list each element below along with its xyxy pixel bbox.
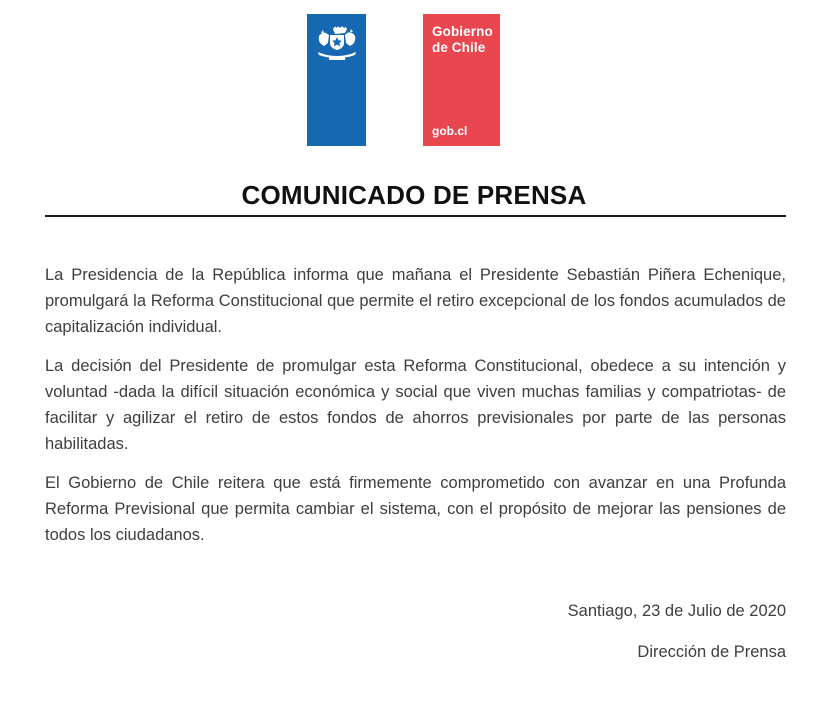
chile-coat-of-arms-icon [315,24,359,62]
gobierno-de-chile-logo [423,14,500,146]
press-release-body [45,262,786,561]
brand-line-1: Gobierno [432,24,493,39]
press-release-paragraph: El Gobierno de Chile reitera que está firmemente comprometido con avanzar en una Profunda Reforma Previsional que permita cambiar el sistema, con el propósito de mejorar las pensiones de todos los ciudadanos. [45,474,786,544]
press-release-footer [45,598,786,665]
brand-line-2: de Chile [432,39,486,55]
press-release-paragraph: La Presidencia de la República informa que mañana el Presidente Sebastián Piñera Echenique, promulgará la Reforma Constitucional que permite el retiro excepcional de los fondos acumulados de capitalización individual. [45,266,786,336]
gob-cl-label: gob.cl [432,124,468,138]
press-release-paragraph: La decisión del Presidente de promulgar esta Reforma Constitucional, obedece a su intención y voluntad -dada la difícil situación económica y social que viven muchas familias y compatriotas- de facilitar y agilizar el retiro de estos fondos de ahorros previsionales por parte de las personas habilitadas. [45,357,786,453]
signature: Dirección de Prensa [637,643,786,661]
title-divider [45,215,786,217]
gobierno-de-chile-wordmark [432,24,492,55]
chile-flag-blue-logo [307,14,366,146]
dateline: Santiago, 23 de Julio de 2020 [567,602,786,620]
page-title: COMUNICADO DE PRENSA [241,180,587,210]
